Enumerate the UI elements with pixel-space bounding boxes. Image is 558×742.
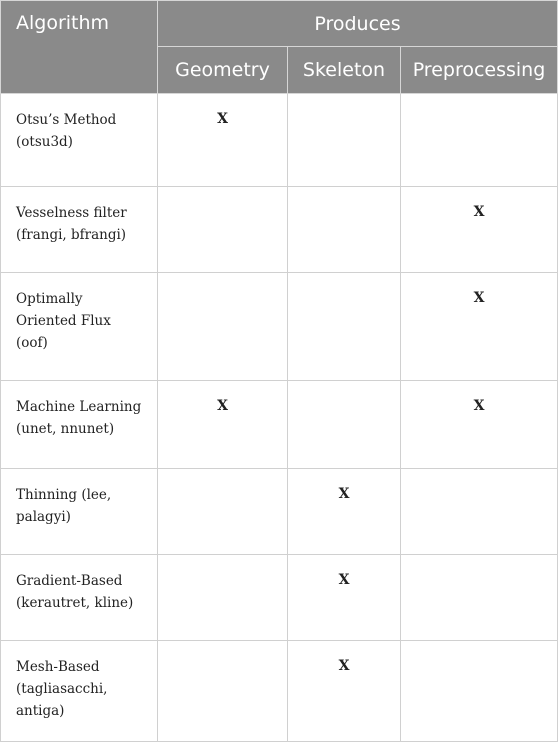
skeleton-cell: X xyxy=(288,555,401,641)
header-geometry: Geometry xyxy=(158,47,288,94)
algorithm-name-cell xyxy=(1,641,158,742)
algorithm-identifiers: (kerautret, kline) xyxy=(16,595,134,611)
preprocessing-cell xyxy=(401,94,558,187)
skeleton-cell: X xyxy=(288,469,401,555)
header-produces: Produces xyxy=(158,1,558,47)
geometry-cell: X xyxy=(158,94,288,187)
table-row xyxy=(1,641,558,742)
preprocessing-cell: X xyxy=(401,273,558,381)
skeleton-cell xyxy=(288,187,401,273)
geometry-cell xyxy=(158,273,288,381)
table-body xyxy=(1,94,558,742)
geometry-cell xyxy=(158,641,288,742)
algorithm-identifiers: (oof) xyxy=(16,335,48,351)
preprocessing-cell: X xyxy=(401,187,558,273)
geometry-cell xyxy=(158,555,288,641)
algorithm-name: Thinning (lee, xyxy=(16,487,112,503)
algorithm-name-cell xyxy=(1,381,158,469)
algorithm-identifiers-continued: antiga) xyxy=(16,703,65,719)
geometry-cell xyxy=(158,469,288,555)
skeleton-cell xyxy=(288,381,401,469)
preprocessing-cell: X xyxy=(401,381,558,469)
algorithm-name: Machine Learning xyxy=(16,399,142,415)
algorithm-name: Vesselness filter xyxy=(16,205,127,221)
preprocessing-cell xyxy=(401,641,558,742)
algorithm-name-cell xyxy=(1,469,158,555)
algorithm-name: Mesh-Based xyxy=(16,659,100,675)
geometry-cell xyxy=(158,187,288,273)
algorithm-name-cell xyxy=(1,555,158,641)
algorithm-name-continued: Oriented Flux xyxy=(16,313,111,329)
table-row xyxy=(1,273,558,381)
algorithm-name-cell xyxy=(1,187,158,273)
table-row xyxy=(1,469,558,555)
geometry-cell: X xyxy=(158,381,288,469)
header-skeleton: Skeleton xyxy=(288,47,401,94)
preprocessing-cell xyxy=(401,469,558,555)
algorithm-identifiers: (unet, nnunet) xyxy=(16,421,115,437)
table-row xyxy=(1,555,558,641)
algorithm-name-cell xyxy=(1,94,158,187)
algorithm-name: Optimally xyxy=(16,291,83,307)
table-row xyxy=(1,94,558,187)
skeleton-cell: X xyxy=(288,641,401,742)
algorithm-name: Otsu’s Method xyxy=(16,112,117,128)
table-row xyxy=(1,187,558,273)
skeleton-cell xyxy=(288,94,401,187)
algorithm-identifiers: (tagliasacchi, xyxy=(16,681,108,697)
algorithm-name-cell xyxy=(1,273,158,381)
algorithm-identifiers: (frangi, bfrangi) xyxy=(16,227,127,243)
header-algorithm: Algorithm xyxy=(1,1,158,94)
algorithm-identifiers: palagyi) xyxy=(16,509,71,525)
header-preprocessing: Preprocessing xyxy=(401,47,558,94)
table-header xyxy=(1,1,558,94)
preprocessing-cell xyxy=(401,555,558,641)
algorithm-name: Gradient-Based xyxy=(16,573,123,589)
algorithm-identifiers: (otsu3d) xyxy=(16,134,73,150)
table-row xyxy=(1,381,558,469)
skeleton-cell xyxy=(288,273,401,381)
